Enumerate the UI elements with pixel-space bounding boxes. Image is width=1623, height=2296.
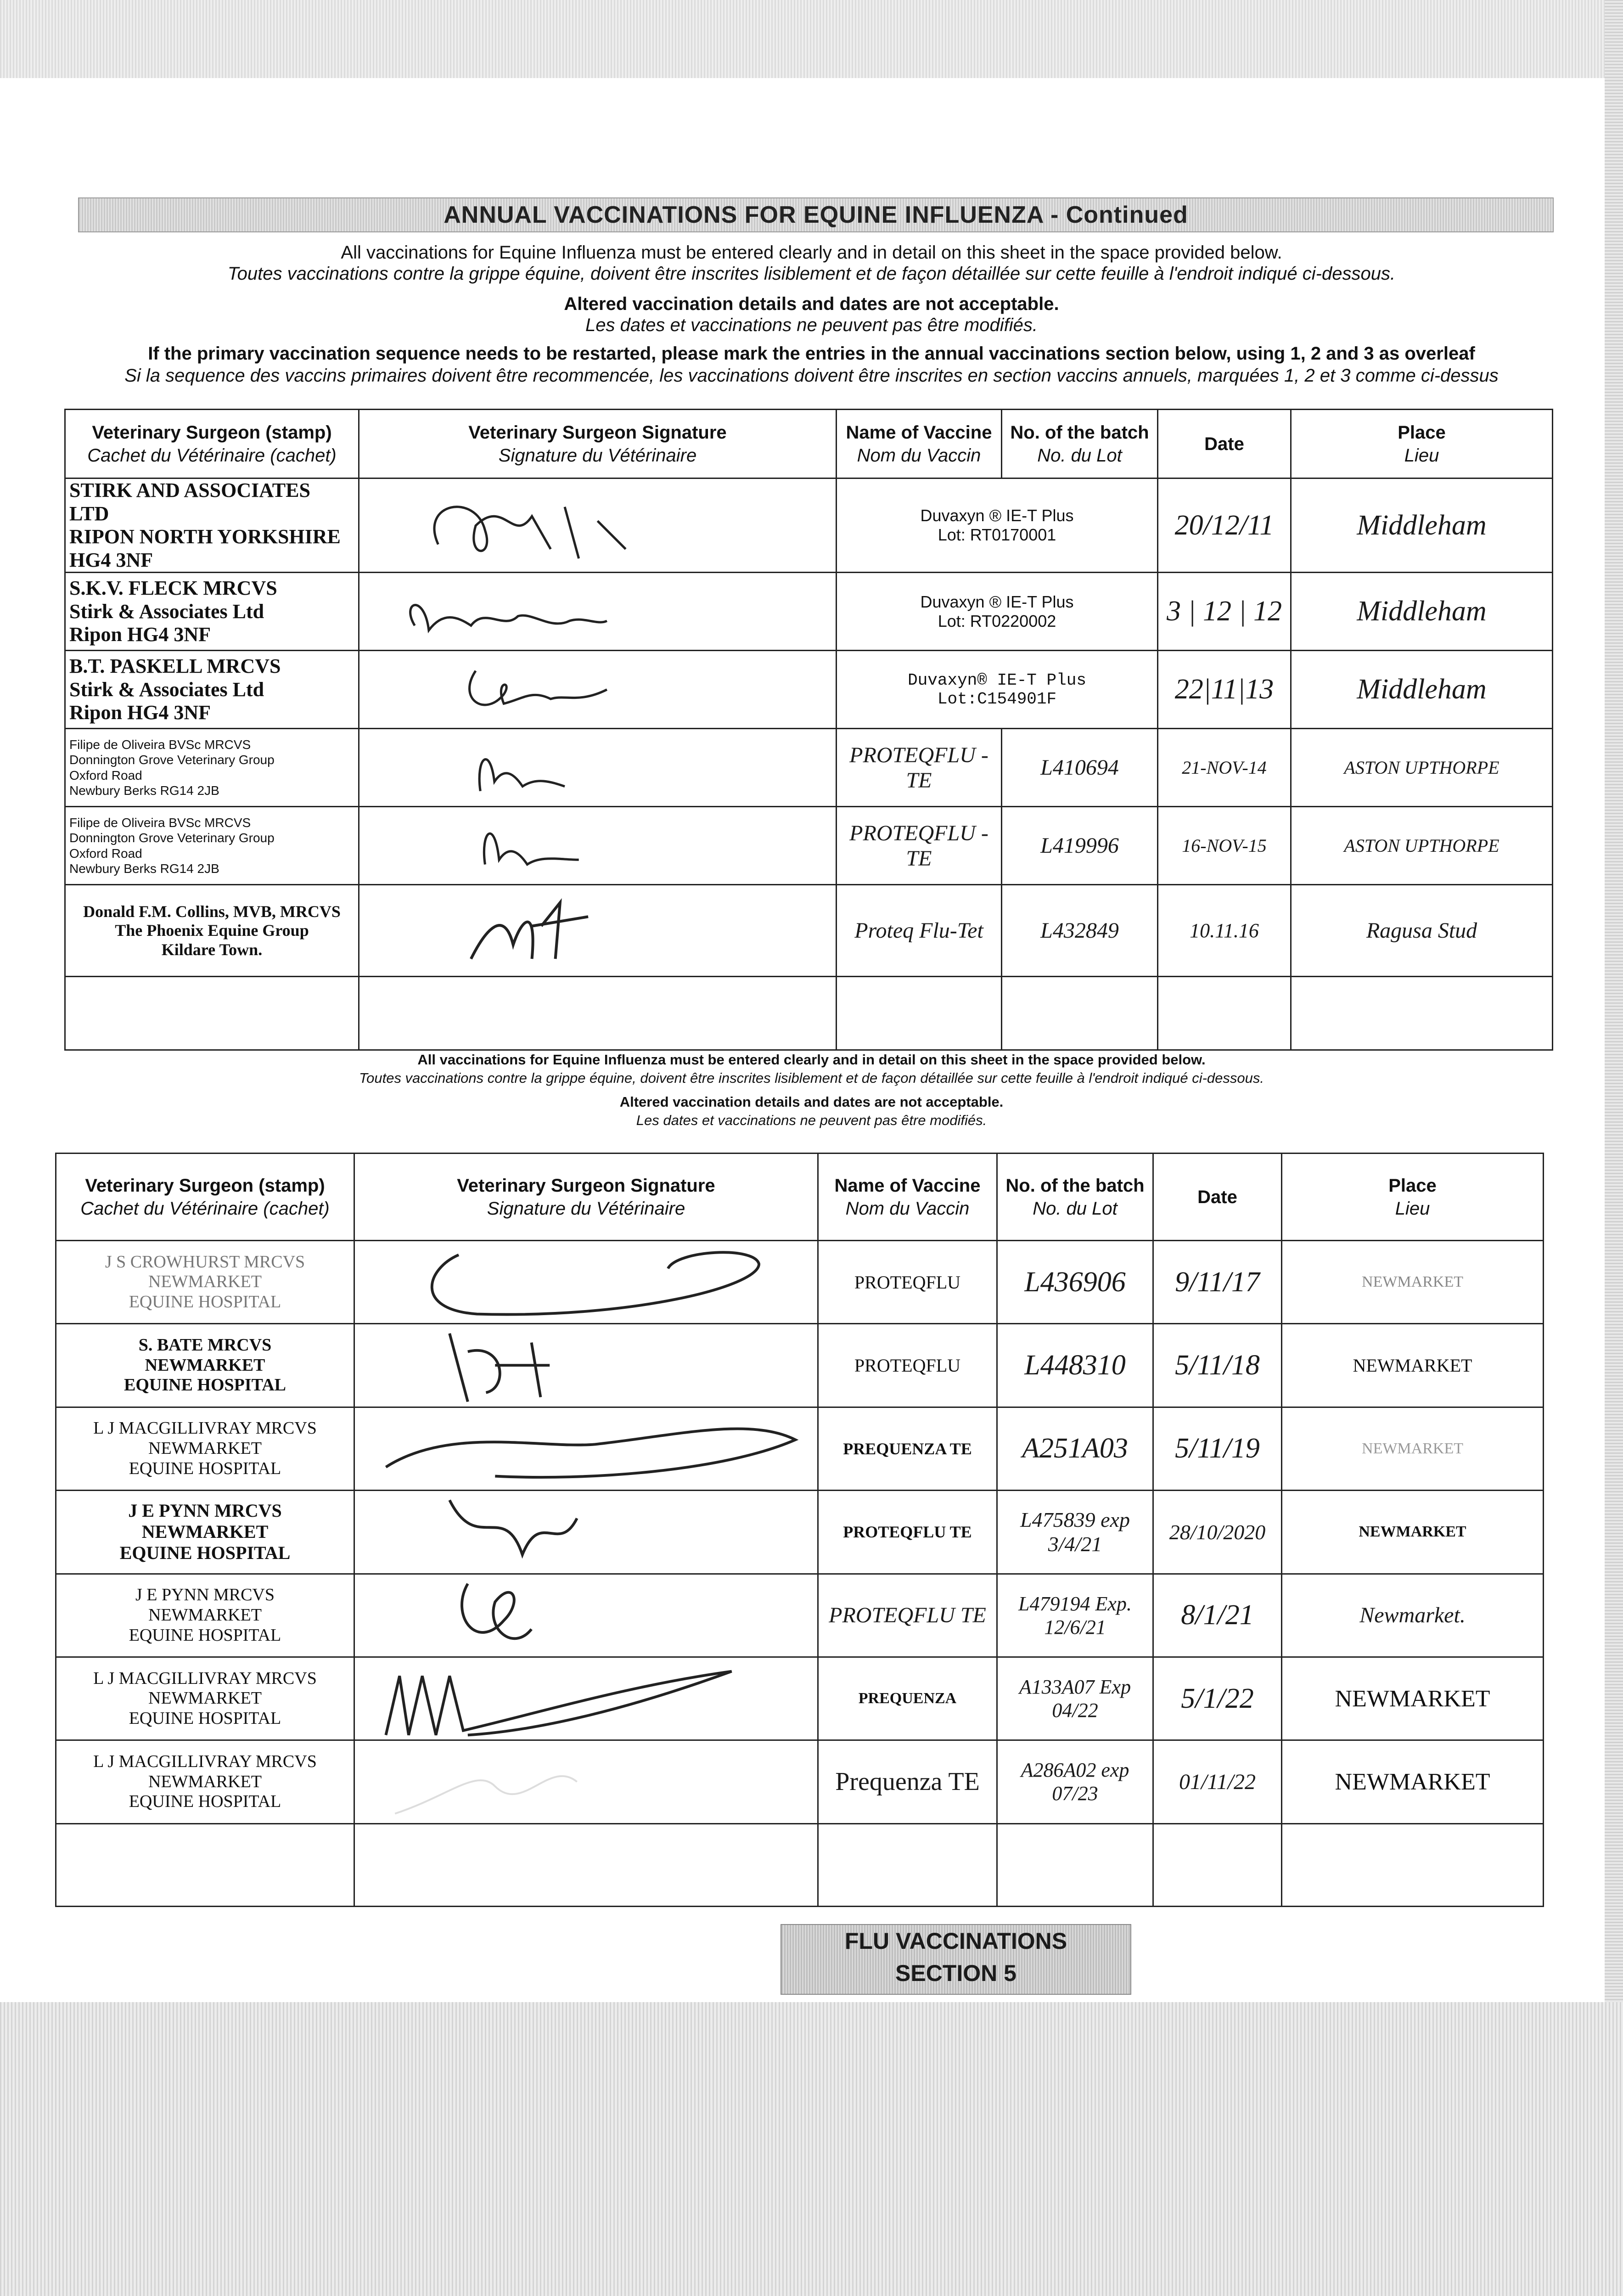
vaccination-place: Ragusa Stud (1291, 885, 1553, 977)
vaccine-name: Duvaxyn ® IE-T Plus (920, 592, 1074, 611)
vaccination-place: NEWMARKET (1282, 1657, 1544, 1740)
signature-scribble (354, 1407, 818, 1490)
vaccine-label-sticker (837, 573, 1158, 651)
table-header-row (65, 410, 1553, 478)
vet-stamp: Filipe de Oliveira BVSc MRCVS Donnington Grove Veterinary Group Oxford Road Newbury Berks RG14 2JB (65, 729, 359, 807)
signature-scribble (354, 1740, 818, 1823)
vaccination-date: 28/10/2020 (1153, 1491, 1282, 1574)
vaccination-place: Middleham (1291, 651, 1553, 729)
batch-number: L479194 Exp. 12/6/21 (997, 1574, 1153, 1657)
batch-number: L410694 (1002, 729, 1158, 807)
col-stamp-header: Veterinary Surgeon (stamp) Cachet du Vétérinaire (cachet) (56, 1154, 354, 1241)
col-vaccine-header: Name of Vaccine Nom du Vaccin (818, 1154, 997, 1241)
vaccine-name: PREQUENZA TE (818, 1407, 997, 1490)
vet-stamp: Filipe de Oliveira BVSc MRCVS Donnington Grove Veterinary Group Oxford Road Newbury Berks RG14 2JB (65, 807, 359, 885)
vaccine-name: PROTEQFLU - TE (837, 807, 1002, 885)
vaccination-table-2 (55, 1153, 1544, 1907)
signature-scribble (354, 1491, 818, 1574)
mid-notice-fr: Toutes vaccinations contre la grippe équine, doivent être inscrites lisiblement et de façon détaillée sur cette feuille à l'endroit indiqué ci-dessous. (359, 1070, 1264, 1086)
table-row (56, 1491, 1544, 1574)
vaccine-name: PROTEQFLU - TE (837, 729, 1002, 807)
batch-number: L475839 exp 3/4/21 (997, 1491, 1153, 1574)
table-row (65, 651, 1553, 729)
vaccination-date: 5/11/18 (1153, 1324, 1282, 1407)
table-row-empty (65, 977, 1553, 1050)
vaccine-name: Duvaxyn ® IE-T Plus (920, 506, 1074, 525)
intro-en: All vaccinations for Equine Influenza must be entered clearly and in detail on this sheet in the space provided below. (341, 242, 1282, 263)
table-row (65, 478, 1553, 573)
batch-number: Lot: RT0220002 (938, 611, 1056, 630)
vet-stamp: S. BATE MRCVS NEWMARKET EQUINE HOSPITAL (56, 1324, 354, 1407)
vaccine-label-sticker (837, 651, 1158, 729)
vet-stamp: B.T. PASKELL MRCVS Stirk & Associates Ltd Ripon HG4 3NF (65, 651, 359, 729)
signature-scribble (359, 729, 837, 807)
mid-notice-en: All vaccinations for Equine Influenza must be entered clearly and in detail on this sheet in the space provided below. (417, 1052, 1206, 1068)
section-line-1: FLU VACCINATIONS (844, 1928, 1067, 1954)
vaccination-place: Newmarket. (1282, 1574, 1544, 1657)
table-row (56, 1324, 1544, 1407)
table-header-row (56, 1154, 1544, 1241)
vet-stamp: L J MACGILLIVRAY MRCVS NEWMARKET EQUINE HOSPITAL (56, 1407, 354, 1490)
table-row (65, 807, 1553, 885)
vaccination-date: 5/1/22 (1153, 1657, 1282, 1740)
vaccination-date: 10.11.16 (1158, 885, 1291, 977)
signature-scribble (359, 885, 837, 977)
intro-fr: Toutes vaccinations contre la grippe équine, doivent être inscrites lisiblement et de façon détaillée sur cette feuille à l'endroit indiqué ci-dessous. (227, 264, 1396, 284)
batch-number: L419996 (1002, 807, 1158, 885)
altered-en: Altered vaccination details and dates are not acceptable. (564, 294, 1059, 314)
table-row (65, 729, 1553, 807)
table-row (56, 1740, 1544, 1823)
vet-stamp: J S CROWHURST MRCVS NEWMARKET EQUINE HOSPITAL (56, 1241, 354, 1324)
vaccination-date: 20/12/11 (1158, 478, 1291, 573)
col-batch-header: No. of the batch No. du Lot (1002, 410, 1158, 478)
col-place-header: Place Lieu (1291, 410, 1553, 478)
signature-scribble (354, 1574, 818, 1657)
col-signature-header: Veterinary Surgeon Signature Signature du Vétérinaire (359, 410, 837, 478)
vet-stamp: J E PYNN MRCVS NEWMARKET EQUINE HOSPITAL (56, 1491, 354, 1574)
col-batch-header: No. of the batch No. du Lot (997, 1154, 1153, 1241)
signature-scribble (359, 807, 837, 885)
signature-scribble (354, 1324, 818, 1407)
vaccine-name: PROTEQFLU TE (818, 1574, 997, 1657)
table-row (56, 1241, 1544, 1324)
vet-stamp: Donald F.M. Collins, MVB, MRCVS The Phoenix Equine Group Kildare Town. (65, 885, 359, 977)
vaccination-date: 01/11/22 (1153, 1740, 1282, 1823)
batch-number: A286A02 exp 07/23 (997, 1740, 1153, 1823)
batch-number: Lot: RT0170001 (938, 525, 1056, 545)
signature-scribble (359, 651, 837, 729)
vaccination-date: 8/1/21 (1153, 1574, 1282, 1657)
scan-noise-top (0, 0, 1623, 78)
vaccine-name: Duvaxyn® IE-T Plus (908, 670, 1086, 690)
section-line-2: SECTION 5 (895, 1960, 1016, 1986)
batch-number: A251A03 (997, 1407, 1153, 1490)
table-row (56, 1574, 1544, 1657)
vaccination-place: NEWMARKET (1282, 1491, 1544, 1574)
vaccination-date: 16-NOV-15 (1158, 807, 1291, 885)
scan-noise-bottom (0, 2002, 1623, 2296)
restart-en: If the primary vaccination sequence needs to be restarted, please mark the entries in the annual vaccinations section below, using 1, 2 and 3 as overleaf (148, 343, 1475, 364)
vaccine-name: Prequenza TE (818, 1740, 997, 1823)
vaccination-place: ASTON UPTHORPE (1291, 807, 1553, 885)
batch-number: Lot:C154901F (937, 689, 1057, 709)
table-row-empty (56, 1823, 1544, 1906)
col-stamp-header: Veterinary Surgeon (stamp) Cachet du Vétérinaire (cachet) (65, 410, 359, 478)
table-row (65, 573, 1553, 651)
vaccination-place: NEWMARKET (1282, 1740, 1544, 1823)
vaccination-place: ASTON UPTHORPE (1291, 729, 1553, 807)
vaccination-place: Middleham (1291, 573, 1553, 651)
col-date-header: Date (1158, 410, 1291, 478)
vaccination-table-1 (64, 409, 1553, 1051)
signature-scribble (354, 1241, 818, 1324)
table-row (65, 885, 1553, 977)
banner-title: ANNUAL VACCINATIONS FOR EQUINE INFLUENZA - Continued (444, 202, 1188, 228)
vaccination-date: 3 | 12 | 12 (1158, 573, 1291, 651)
vaccine-name: PROTEQFLU (818, 1324, 997, 1407)
vaccine-name: PROTEQFLU TE (818, 1491, 997, 1574)
vaccination-place: NEWMARKET (1282, 1241, 1544, 1324)
restart-fr: Si la sequence des vaccins primaires doivent être recommencée, les vaccinations doivent être inscrites en section vaccins annuels, marquées 1, 2 et 3 comme ci-dessus (124, 366, 1499, 386)
vaccination-date: 21-NOV-14 (1158, 729, 1291, 807)
vaccine-name: PROTEQFLU (818, 1241, 997, 1324)
vaccination-date: 22|11|13 (1158, 651, 1291, 729)
col-date-header: Date (1153, 1154, 1282, 1241)
batch-number: L448310 (997, 1324, 1153, 1407)
vaccination-date: 5/11/19 (1153, 1407, 1282, 1490)
vaccination-date: 9/11/17 (1153, 1241, 1282, 1324)
vet-stamp: S.K.V. FLECK MRCVS Stirk & Associates Ltd Ripon HG4 3NF (65, 573, 359, 651)
section-banner (78, 197, 1554, 232)
vaccine-name: Proteq Flu-Tet (837, 885, 1002, 977)
batch-number: A133A07 Exp 04/22 (997, 1657, 1153, 1740)
signature-scribble (359, 573, 837, 651)
vet-stamp: J E PYNN MRCVS NEWMARKET EQUINE HOSPITAL (56, 1574, 354, 1657)
vaccination-place: NEWMARKET (1282, 1324, 1544, 1407)
col-vaccine-header: Name of Vaccine Nom du Vaccin (837, 410, 1002, 478)
vaccine-name: PREQUENZA (818, 1657, 997, 1740)
col-place-header: Place Lieu (1282, 1154, 1544, 1241)
signature-scribble (359, 478, 837, 573)
vaccination-place: NEWMARKET (1282, 1407, 1544, 1490)
mid-altered-en: Altered vaccination details and dates are not acceptable. (619, 1094, 1004, 1110)
vaccination-place: Middleham (1291, 478, 1553, 573)
vet-stamp: L J MACGILLIVRAY MRCVS NEWMARKET EQUINE HOSPITAL (56, 1740, 354, 1823)
vet-stamp: L J MACGILLIVRAY MRCVS NEWMARKET EQUINE HOSPITAL (56, 1657, 354, 1740)
table-row (56, 1657, 1544, 1740)
altered-fr: Les dates et vaccinations ne peuvent pas être modifiés. (585, 315, 1038, 335)
mid-altered-fr: Les dates et vaccinations ne peuvent pas être modifiés. (636, 1112, 987, 1128)
batch-number: L436906 (997, 1241, 1153, 1324)
vaccine-label-sticker (837, 478, 1158, 573)
col-signature-header: Veterinary Surgeon Signature Signature du Vétérinaire (354, 1154, 818, 1241)
batch-number: L432849 (1002, 885, 1158, 977)
section-label (781, 1924, 1131, 1995)
vet-stamp: STIRK AND ASSOCIATES LTD RIPON NORTH YORKSHIRE HG4 3NF (65, 478, 359, 573)
signature-scribble (354, 1657, 818, 1740)
table-row (56, 1407, 1544, 1490)
